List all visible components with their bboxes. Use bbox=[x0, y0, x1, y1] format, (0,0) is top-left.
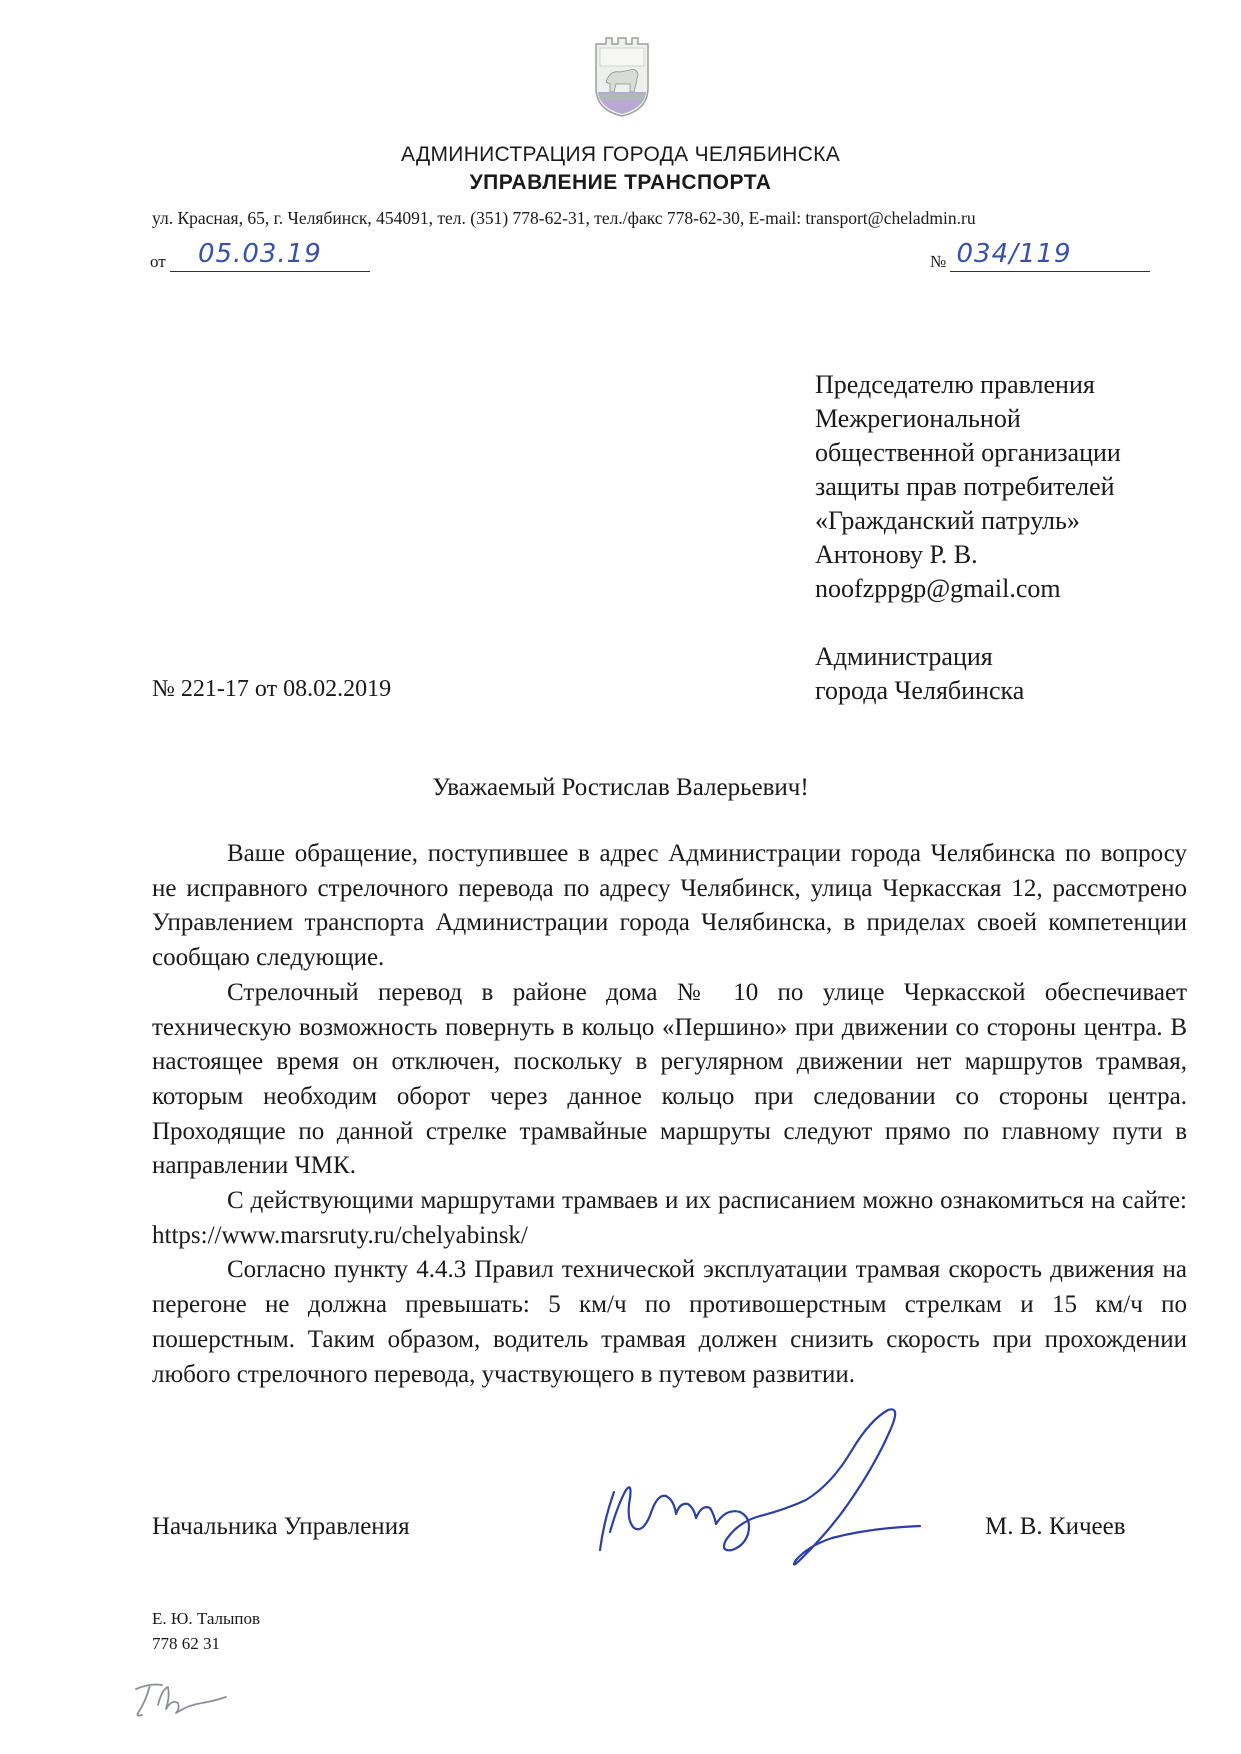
greeting: Уважаемый Ростислав Валерьевич! bbox=[432, 774, 809, 801]
recipient-line: защиты прав потребителей bbox=[815, 472, 1115, 501]
organization-name: АДМИНИСТРАЦИЯ ГОРОДА ЧЕЛЯБИНСКА bbox=[400, 143, 840, 166]
body-paragraph: Стрелочный перевод в районе дома № 10 по улице Черкасской обеспечивает техническую возможность повернуть в кольцо «Першино» при движении со стороны центра. В настоящее время он отключен, поскольку в регулярном движении нет маршрутов трамвая, которым необходим оборот через данное кольцо при следовании со стороны центра. Проходящие по данной стрелке трамвайные маршруты следуют прямо по главному пути в направлении ЧМК. bbox=[152, 978, 1187, 1180]
date-label: от bbox=[150, 252, 166, 271]
recipient-line: Антонову Р. В. bbox=[815, 540, 978, 569]
recipient-email: noofzppgp@gmail.com bbox=[815, 574, 1061, 603]
reference-number: № 221-17 от 08.02.2019 bbox=[152, 676, 392, 702]
date-underline bbox=[170, 239, 370, 272]
number-handwritten: 034/119 bbox=[956, 239, 1072, 269]
body-paragraph: С действующими маршрутами трамваев и их расписанием можно ознакомиться на сайте: https://www.marsruty.ru/chelyabinsk/ bbox=[152, 1187, 1187, 1249]
handwritten-signature-icon bbox=[570, 1400, 950, 1580]
executor-name: Е. Ю. Талыпов bbox=[152, 1609, 261, 1628]
number-label: № bbox=[930, 252, 947, 271]
recipient-line: Председателю правления bbox=[815, 370, 1095, 399]
recipient-line: общественной организации bbox=[815, 438, 1121, 467]
city-emblem-icon bbox=[590, 34, 654, 118]
outgoing-date bbox=[150, 239, 370, 272]
executor-info bbox=[152, 1606, 260, 1656]
body-paragraph: Ваше обращение, поступившее в адрес Администрации города Челябинска по вопросу не исправного стрелочного перевода по адресу Челябинск, улица Черкасская 12, рассмотрено Управлением транспорта Администрации города Челябинска, в приделах своей компетенции сообщаю следующие. bbox=[152, 840, 1187, 972]
department-name: УПРАВЛЕНИЕ ТРАНСПОРТА bbox=[469, 171, 772, 194]
copy-recipient-line: города Челябинска bbox=[815, 676, 1025, 705]
organization-address: ул. Красная, 65, г. Челябинск, 454091, тел. (351) 778-62-31, тел./факс 778-62-30, E-mail: transport@cheladmin.ru bbox=[152, 208, 976, 228]
copy-recipient-line: Администрация bbox=[815, 642, 993, 671]
outgoing-number bbox=[930, 239, 1150, 272]
recipient-line: Межрегиональной bbox=[815, 404, 1021, 433]
number-underline bbox=[950, 239, 1150, 272]
signatory-position: Начальника Управления bbox=[152, 1513, 410, 1540]
letter-body bbox=[152, 837, 1187, 1392]
body-paragraph: Согласно пункту 4.4.3 Правил технической эксплуатации трамвая скорость движения на перегоне не должна превышать: 5 км/ч по противошерстным стрелкам и 15 км/ч по пошерстным. Таким образом, водитель трамвая должен снизить скорость при прохождении любого стрелочного перевода, участвующего в путевом развитии. bbox=[152, 1256, 1187, 1388]
recipient-line: «Гражданский патруль» bbox=[815, 506, 1080, 535]
signatory-name: М. В. Кичеев bbox=[985, 1513, 1126, 1540]
initials-mark-icon bbox=[128, 1675, 238, 1723]
recipient-block bbox=[815, 368, 1121, 708]
date-handwritten: 05.03.19 bbox=[197, 239, 322, 269]
executor-phone: 778 62 31 bbox=[152, 1634, 220, 1653]
